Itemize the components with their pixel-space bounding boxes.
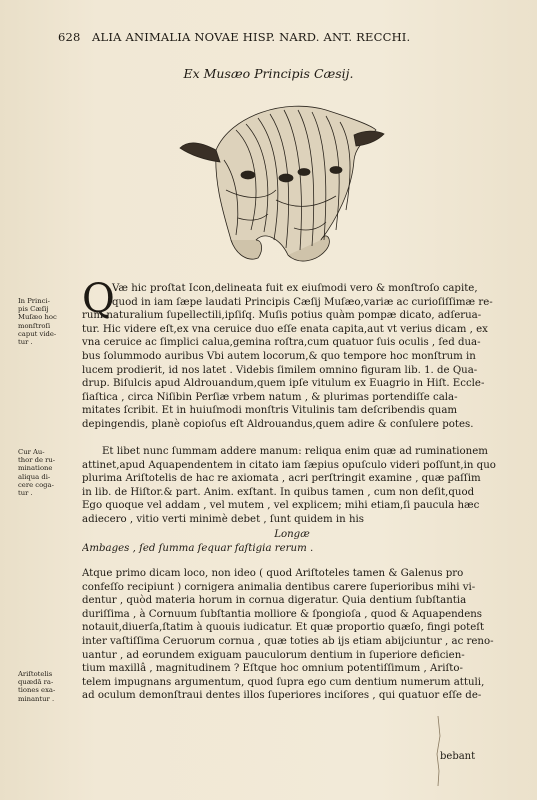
margin-line: Muſæo hoc bbox=[18, 313, 57, 322]
text-line: adiecero , vitio verti minimè debet , ſunt quidem in his bbox=[82, 513, 365, 525]
text-line: uantur , ad eorundem exiguam pauculorum dentium in ſuperiore deficien- bbox=[82, 649, 465, 661]
figure-caption: Ex Musæo Principis Cæsij. bbox=[183, 66, 354, 81]
margin-line: quædā ra- bbox=[18, 678, 54, 687]
margin-line: monſtroſi bbox=[18, 321, 51, 330]
text-line: vna ceruice ac ſimplici calua,gemina roſtra,cum quatuor ſuis oculis , ſed dua- bbox=[82, 337, 481, 349]
margin-line: cere coga- bbox=[18, 480, 54, 489]
text-line: bus ſolummodo auribus Vbi autem locorum,& quo tempore hoc monſtrum in bbox=[82, 350, 476, 362]
margin-line: pis Cæſij bbox=[18, 305, 49, 314]
verse-line-2: Ambages , ſed ſumma ſequar faſtigia rerum . bbox=[82, 542, 314, 554]
page-tear-mark bbox=[432, 716, 444, 786]
text-line: rum naturalium ſupellectili,ipſiſq. Muſis potius quàm pompæ dicato, adſerua- bbox=[82, 310, 482, 322]
paragraph-3 bbox=[82, 567, 502, 703]
catchword: bebant bbox=[440, 751, 476, 762]
page-number: 628 bbox=[58, 30, 81, 44]
paragraph-1 bbox=[82, 282, 502, 432]
text-line: ad oculum demonſtraui dentes illos ſuperiores inciſores , qui quatuor eſſe de- bbox=[82, 690, 482, 702]
paragraph-2 bbox=[82, 445, 502, 527]
two-headed-calf-engraving bbox=[176, 90, 386, 270]
text-line: ſiaſtica , circa Niſibin Perſiæ vrbem natum , & plurimas portendiſſe cala- bbox=[82, 391, 458, 403]
margin-line: Cur Au- bbox=[18, 448, 45, 456]
marginal-note-1 bbox=[18, 297, 78, 346]
text-line: Et libet nunc ſummam addere manum: reliqua enim quæ ad ruminationem bbox=[102, 446, 488, 457]
margin-line: caput vide- bbox=[18, 329, 57, 338]
text-line: mitates ſcribit. Et in huiuſmodi monſtris Vitulinis tam deſcribendis quam bbox=[82, 405, 458, 417]
verse-quote bbox=[82, 528, 502, 555]
text-line: inter vaſtiſſima Ceruorum cornua , quæ toties ab ijs etiam abijciuntur , ac reno- bbox=[82, 635, 494, 647]
margin-line: tur . bbox=[18, 338, 33, 347]
text-line: duriſſima , à Cornuum ſubſtantia molliore & ſpongioſa , quod & Aquapendens bbox=[82, 608, 483, 620]
text-line: attinet,apud Aquapendentem in citato iam ſæpius opuſculo videri poſſunt,in quo bbox=[82, 459, 496, 471]
margin-line: In Princi- bbox=[18, 297, 50, 305]
marginal-note-2 bbox=[18, 448, 78, 497]
running-header bbox=[58, 30, 478, 48]
text-line: in lib. de Hiſtor.& part. Anim. exſtant. In quibus tamen , cum non deſit,quod bbox=[82, 486, 475, 498]
margin-line: aliqua di- bbox=[18, 472, 51, 481]
text-line: Væ hic proſtat Icon,delineata fuit ex eiuſmodi vero & monſtroſo capite, bbox=[112, 283, 478, 294]
margin-line: tiones exa- bbox=[18, 686, 56, 695]
margin-line: minantur . bbox=[18, 694, 55, 703]
text-line: drup. Biſulcis apud Aldrouandum,quem ipſe vitulum ex Euagrio in Hiſt. Eccle- bbox=[82, 378, 485, 390]
text-line: dentur , quòd materia horum in cornua digeratur. Quia dentium ſubſtantia bbox=[82, 595, 467, 607]
running-head-title: ALIA ANIMALIA NOVAE HISP. NARD. ANT. RECCHI. bbox=[92, 30, 411, 44]
text-line: notauit,diuerſa,ſtatim à quouis iudicatur. Et quæ proportio quæſo, fingi poteſt bbox=[82, 622, 485, 634]
text-line: tium maxillâ , magnitudinem ? Eſtque hoc omnium potentiſſimum , Ariſto- bbox=[82, 663, 463, 675]
margin-line: thor de ru- bbox=[18, 456, 56, 465]
margin-line: Ariſtotelis bbox=[18, 670, 53, 678]
marginal-note-3 bbox=[18, 670, 78, 703]
drop-cap: Q bbox=[82, 276, 115, 322]
text-line: confeſſo recipiunt ) cornigera animalia dentibus carere ſuperioribus mihi vi- bbox=[82, 581, 476, 593]
text-line: lucem prodierit, id nos latet . Videbis ſimilem omnino figuram lib. 1. de Qua- bbox=[82, 364, 478, 376]
text-line: quod in iam ſæpe laudati Principis Cæſij Muſæo,variæ ac curioſiſſimæ re- bbox=[112, 296, 493, 308]
text-line: Ego quoque vel addam , vel mutem , vel explicem; mihi etiam,ſi paucula hæc bbox=[82, 500, 480, 512]
text-line: telem impugnans argumentum, quod ſupra ego cum dentium numerum attuli, bbox=[82, 676, 485, 688]
text-line: depingendis, planè copioſus eſt Aldrouandus,quem adire & conſulere potes. bbox=[82, 418, 474, 430]
text-line: Atque primo dicam loco, non ideo ( quod Ariſtoteles tamen & Galenus pro bbox=[82, 568, 464, 579]
text-line: plurima Ariſtotelis de hac re axiomata , acri perſtringit examine , quæ paſſim bbox=[82, 473, 481, 485]
text-line: tur. Hic videre eſt,ex vna ceruice duo eſſe enata capita,aut vt verius dicam , ex bbox=[82, 323, 488, 335]
margin-line: tur . bbox=[18, 489, 33, 498]
margin-line: minatione bbox=[18, 464, 53, 473]
verse-line-1: Longæ bbox=[274, 529, 310, 540]
